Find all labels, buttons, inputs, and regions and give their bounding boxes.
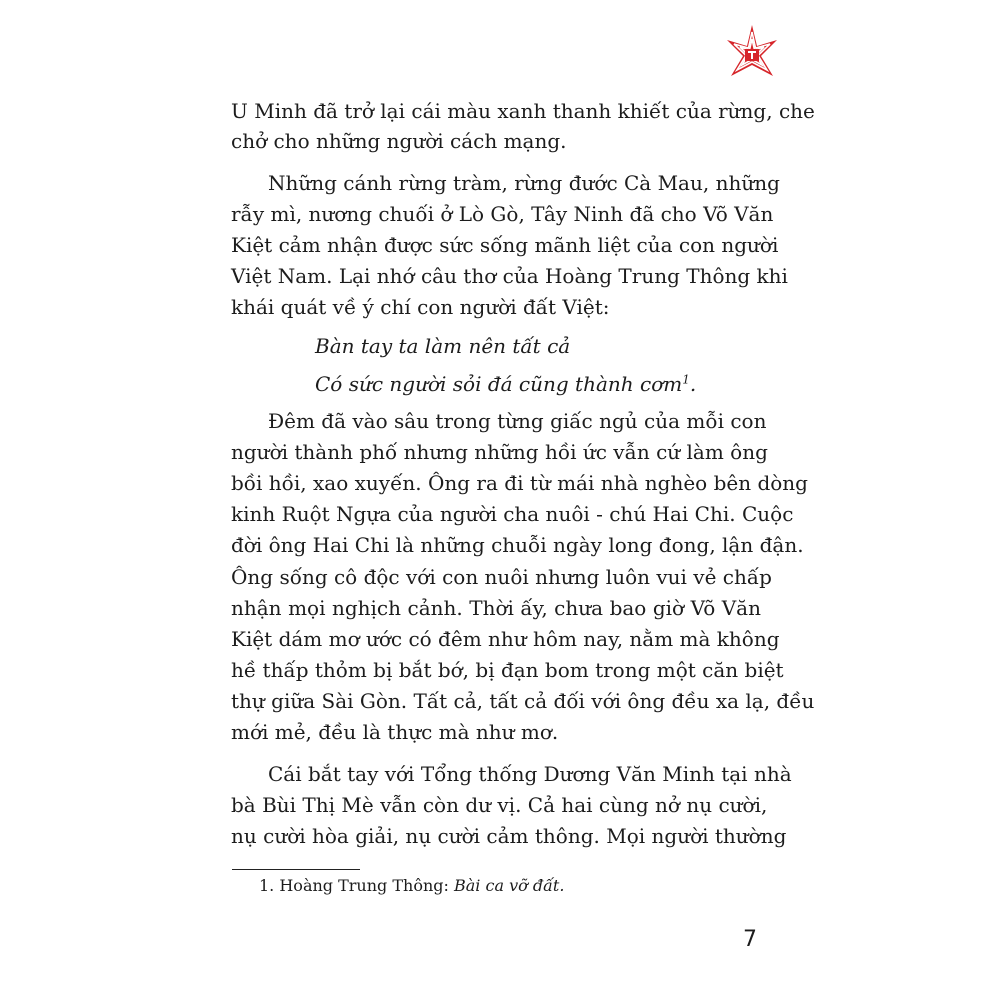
paragraph-3-line: mới mẻ, đều là thực mà như mơ. xyxy=(231,720,559,744)
footnote-title: Bài ca vỡ đất. xyxy=(454,876,565,895)
paragraph-2-line: rẫy mì, nương chuối ở Lò Gò, Tây Ninh đã cho Võ Văn xyxy=(231,202,774,226)
paragraph-3-line: Đêm đã vào sâu trong từng giấc ngủ của mỗi con xyxy=(268,409,767,433)
footnote-divider xyxy=(232,869,360,870)
poem-line-2-end: . xyxy=(689,372,697,396)
paragraph-4-line: bà Bùi Thị Mè vẫn còn dư vị. Cả hai cùng nở nụ cười, xyxy=(231,793,768,817)
paragraph-1-line: chở cho những người cách mạng. xyxy=(231,129,567,153)
paragraph-2-line: Kiệt cảm nhận được sức sống mãnh liệt của con người xyxy=(231,233,779,257)
paragraph-4-line: Cái bắt tay với Tổng thống Dương Văn Minh tại nhà xyxy=(268,762,792,786)
paragraph-3-line: đời ông Hai Chi là những chuỗi ngày long đong, lận đận. xyxy=(231,533,804,557)
paragraph-3-line: thự giữa Sài Gòn. Tất cả, tất cả đối với ông đều xa lạ, đều xyxy=(231,689,815,713)
page-number: 7 xyxy=(743,927,757,952)
poem-line-2 xyxy=(315,371,735,397)
paragraph-3-line: người thành phố nhưng những hồi ức vẫn cứ làm ông xyxy=(231,440,768,464)
paragraph-4-line: nụ cười hòa giải, nụ cười cảm thông. Mọi người thường xyxy=(231,824,787,848)
poem-line-2-text: Có sức người sỏi đá cũng thành cơm xyxy=(315,372,683,396)
paragraph-3-line: Kiệt dám mơ ước có đêm như hôm nay, nằm mà không xyxy=(231,627,780,651)
footnote-reference-mark: 1 xyxy=(682,372,690,387)
footnote-prefix: 1. Hoàng Trung Thông: xyxy=(259,876,454,895)
publisher-star-emblem-icon xyxy=(722,24,782,84)
paragraph-1-line: U Minh đã trở lại cái màu xanh thanh khiết của rừng, che xyxy=(231,99,815,123)
footnote xyxy=(259,875,564,897)
paragraph-2-line: Việt Nam. Lại nhớ câu thơ của Hoàng Trung Thông khi xyxy=(231,264,788,288)
poem-line-1: Bàn tay ta làm nên tất cả xyxy=(315,334,571,358)
paragraph-2-line: khái quát về ý chí con người đất Việt: xyxy=(231,295,610,319)
paragraph-2-line: Những cánh rừng tràm, rừng đước Cà Mau, những xyxy=(268,171,780,195)
paragraph-3-line: bồi hồi, xao xuyến. Ông ra đi từ mái nhà nghèo bên dòng xyxy=(231,471,808,495)
paragraph-3-line: nhận mọi nghịch cảnh. Thời ấy, chưa bao giờ Võ Văn xyxy=(231,596,761,620)
paragraph-3-line: Ông sống cô độc với con nuôi nhưng luôn vui vẻ chấp xyxy=(231,565,772,589)
paragraph-3-line: kinh Ruột Ngựa của người cha nuôi - chú Hai Chi. Cuộc xyxy=(231,502,794,526)
paragraph-3-line: hề thấp thỏm bị bắt bớ, bị đạn bom trong một căn biệt xyxy=(231,658,784,682)
